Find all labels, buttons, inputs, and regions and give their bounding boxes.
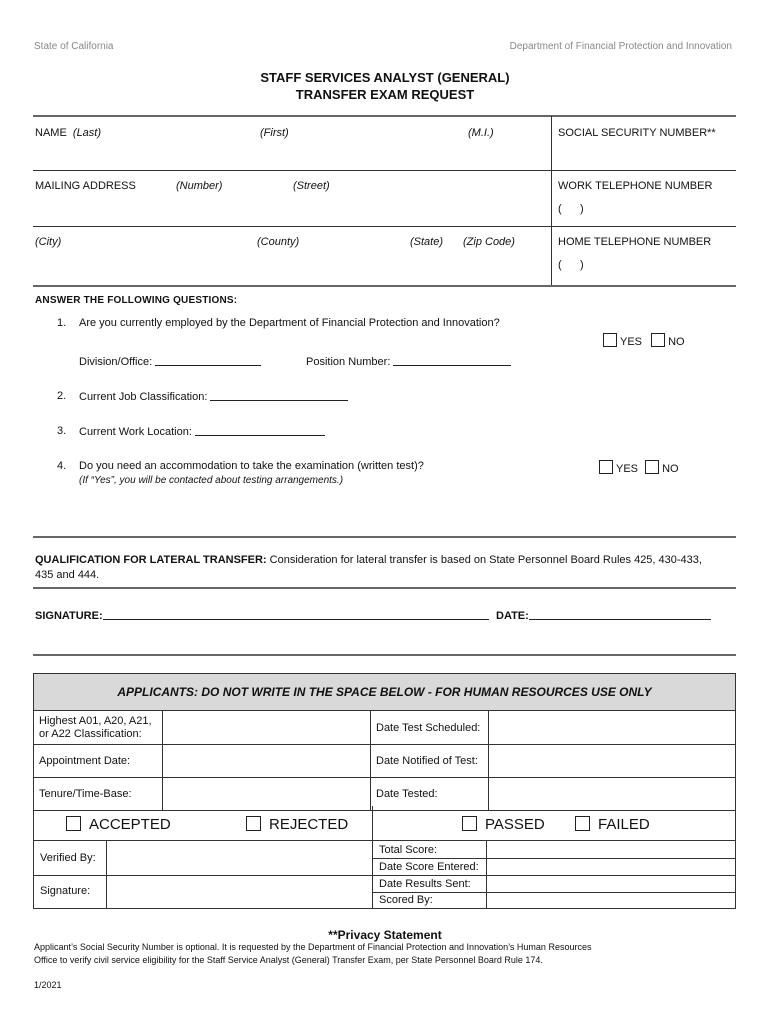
form-title-line1: STAFF SERVICES ANALYST (GENERAL) bbox=[260, 70, 510, 85]
date-test-scheduled-input[interactable] bbox=[489, 711, 736, 745]
date-tested-input[interactable] bbox=[489, 778, 736, 811]
home-phone-field[interactable]: HOME TELEPHONE NUMBER bbox=[558, 236, 712, 248]
q4-no-label: NO bbox=[662, 463, 679, 475]
accepted-label: ACCEPTED bbox=[89, 816, 171, 833]
signature-bottom-rule bbox=[33, 654, 736, 656]
q1-options bbox=[603, 333, 685, 348]
failed-option[interactable] bbox=[575, 816, 650, 833]
tenure-label: Tenure/Time-Base: bbox=[34, 778, 163, 811]
hr-banner: APPLICANTS: DO NOT WRITE IN THE SPACE BELOW - FOR HUMAN RESOURCES USE ONLY bbox=[34, 674, 736, 711]
questions-bottom-rule bbox=[33, 536, 736, 538]
q1-no-checkbox[interactable] bbox=[651, 333, 665, 347]
score-inputs[interactable] bbox=[487, 841, 735, 908]
date-tested-label: Date Tested: bbox=[371, 778, 489, 811]
state-field[interactable]: (State) bbox=[410, 236, 444, 248]
home-phone-parens: ( ) bbox=[558, 259, 584, 271]
name-mi-label: (M.I.) bbox=[468, 127, 494, 139]
date-line bbox=[529, 609, 711, 620]
qualification-body: Consideration for lateral transfer is based on State Personnel Board Rules 425, 430-433, bbox=[266, 554, 702, 566]
q2-label: Current Job Classification: bbox=[79, 391, 208, 403]
total-score-label: Total Score: bbox=[379, 844, 438, 856]
date-label: DATE: bbox=[496, 610, 529, 622]
zip-field[interactable]: (Zip Code) bbox=[463, 236, 515, 248]
date-notified-input[interactable] bbox=[489, 745, 736, 778]
q2-line bbox=[210, 390, 348, 401]
position-line bbox=[393, 355, 511, 366]
highest-classification-input[interactable] bbox=[163, 711, 371, 745]
address-street-label: (Street) bbox=[293, 180, 330, 192]
qualification-rule bbox=[33, 587, 736, 589]
date-notified-label: Date Notified of Test: bbox=[371, 745, 489, 778]
work-phone-parens: ( ) bbox=[558, 203, 584, 215]
address-number-label: (Number) bbox=[176, 180, 223, 192]
position-number-field[interactable] bbox=[306, 355, 511, 368]
q4-yes-label: YES bbox=[616, 463, 639, 475]
name-first-label: (First) bbox=[260, 127, 289, 139]
division-line bbox=[155, 355, 261, 366]
hr-bottom-border bbox=[33, 908, 736, 909]
highest-classification-label: Highest A01, A20, A21, or A22 Classification: bbox=[34, 711, 163, 745]
qualification-body-2: 435 and 444. bbox=[35, 569, 100, 581]
row-divider-2 bbox=[33, 226, 736, 227]
q1-no-label: NO bbox=[668, 336, 685, 348]
date-field[interactable] bbox=[496, 609, 711, 622]
signature-line bbox=[103, 609, 489, 620]
mailing-address-field[interactable]: MAILING ADDRESS bbox=[35, 180, 136, 192]
signature-label: SIGNATURE: bbox=[35, 610, 103, 622]
scored-by-label: Scored By: bbox=[379, 894, 433, 906]
hr-left-border bbox=[33, 806, 34, 909]
privacy-line-1: Applicant’s Social Security Number is optional. It is requested by the Department of Financial Protection and Innovation’s Human Resources bbox=[34, 942, 592, 952]
rejected-checkbox[interactable] bbox=[246, 816, 261, 831]
q4-options bbox=[599, 460, 679, 475]
verified-by-label: Verified By: bbox=[40, 852, 96, 864]
q1-text: Are you currently employed by the Department of Financial Protection and Innovation? bbox=[79, 317, 500, 329]
q4-no-checkbox[interactable] bbox=[645, 460, 659, 474]
form-title-line2: TRANSFER EXAM REQUEST bbox=[295, 87, 475, 102]
failed-checkbox[interactable] bbox=[575, 816, 590, 831]
q3-label: Current Work Location: bbox=[79, 426, 192, 438]
qualification-text bbox=[35, 554, 735, 566]
privacy-line-2: Office to verify civil service eligibility for the Staff Service Analyst (General) Transfer Exam, per State Personnel Board Rule 174. bbox=[34, 955, 543, 965]
q4-number: 4. bbox=[57, 460, 67, 472]
accepted-option[interactable] bbox=[66, 816, 171, 833]
date-score-entered-label: Date Score Entered: bbox=[379, 861, 479, 873]
division-label: Division/Office: bbox=[79, 356, 153, 368]
q3-field[interactable] bbox=[79, 425, 325, 438]
ssn-field[interactable]: SOCIAL SECURITY NUMBER** bbox=[558, 127, 716, 139]
info-bottom-rule bbox=[33, 285, 736, 287]
failed-label: FAILED bbox=[598, 816, 650, 833]
city-field[interactable]: (City) bbox=[35, 236, 62, 248]
privacy-title: **Privacy Statement bbox=[328, 928, 442, 942]
position-label: Position Number: bbox=[306, 356, 391, 368]
division-office-field[interactable] bbox=[79, 355, 261, 368]
info-divider bbox=[551, 116, 552, 286]
passed-checkbox[interactable] bbox=[462, 816, 477, 831]
appointment-date-input[interactable] bbox=[163, 745, 371, 778]
header-left: State of California bbox=[34, 41, 114, 52]
verified-by-input[interactable] bbox=[107, 841, 371, 875]
q2-number: 2. bbox=[57, 390, 67, 402]
q3-line bbox=[195, 425, 325, 436]
q4-text: Do you need an accommodation to take the examination (written test)? bbox=[79, 460, 424, 472]
revision-date: 1/2021 bbox=[34, 980, 62, 990]
q4-yes-checkbox[interactable] bbox=[599, 460, 613, 474]
date-results-sent-label: Date Results Sent: bbox=[379, 878, 471, 890]
passed-label: PASSED bbox=[485, 816, 545, 833]
q1-yes-label: YES bbox=[620, 336, 643, 348]
county-field[interactable]: (County) bbox=[257, 236, 300, 248]
appointment-date-label: Appointment Date: bbox=[34, 745, 163, 778]
q3-number: 3. bbox=[57, 425, 67, 437]
hr-signature-input[interactable] bbox=[107, 876, 371, 908]
header-right: Department of Financial Protection and Innovation bbox=[509, 41, 732, 52]
work-phone-field[interactable]: WORK TELEPHONE NUMBER bbox=[558, 180, 713, 192]
row-divider-1 bbox=[33, 170, 736, 171]
q1-number: 1. bbox=[57, 317, 67, 329]
questions-heading: ANSWER THE FOLLOWING QUESTIONS: bbox=[35, 295, 238, 306]
hr-use-only-table bbox=[33, 673, 736, 811]
name-field[interactable] bbox=[35, 127, 101, 139]
name-label: NAME bbox=[35, 127, 67, 139]
name-last-label: (Last) bbox=[72, 127, 102, 139]
q2-field[interactable] bbox=[79, 390, 348, 403]
hr-signature-label: Signature: bbox=[40, 885, 91, 897]
rejected-label: REJECTED bbox=[269, 816, 349, 833]
accepted-checkbox[interactable] bbox=[66, 816, 81, 831]
passed-option[interactable] bbox=[462, 816, 545, 833]
rejected-option[interactable] bbox=[246, 816, 348, 833]
signature-field[interactable] bbox=[35, 609, 489, 622]
q1-yes-checkbox[interactable] bbox=[603, 333, 617, 347]
qualification-label: QUALIFICATION FOR LATERAL TRANSFER: bbox=[35, 554, 267, 566]
title-rule bbox=[33, 115, 736, 117]
q4-note: (If “Yes”, you will be contacted about testing arrangements.) bbox=[79, 475, 344, 486]
tenure-input[interactable] bbox=[163, 778, 371, 811]
date-test-scheduled-label: Date Test Scheduled: bbox=[371, 711, 489, 745]
